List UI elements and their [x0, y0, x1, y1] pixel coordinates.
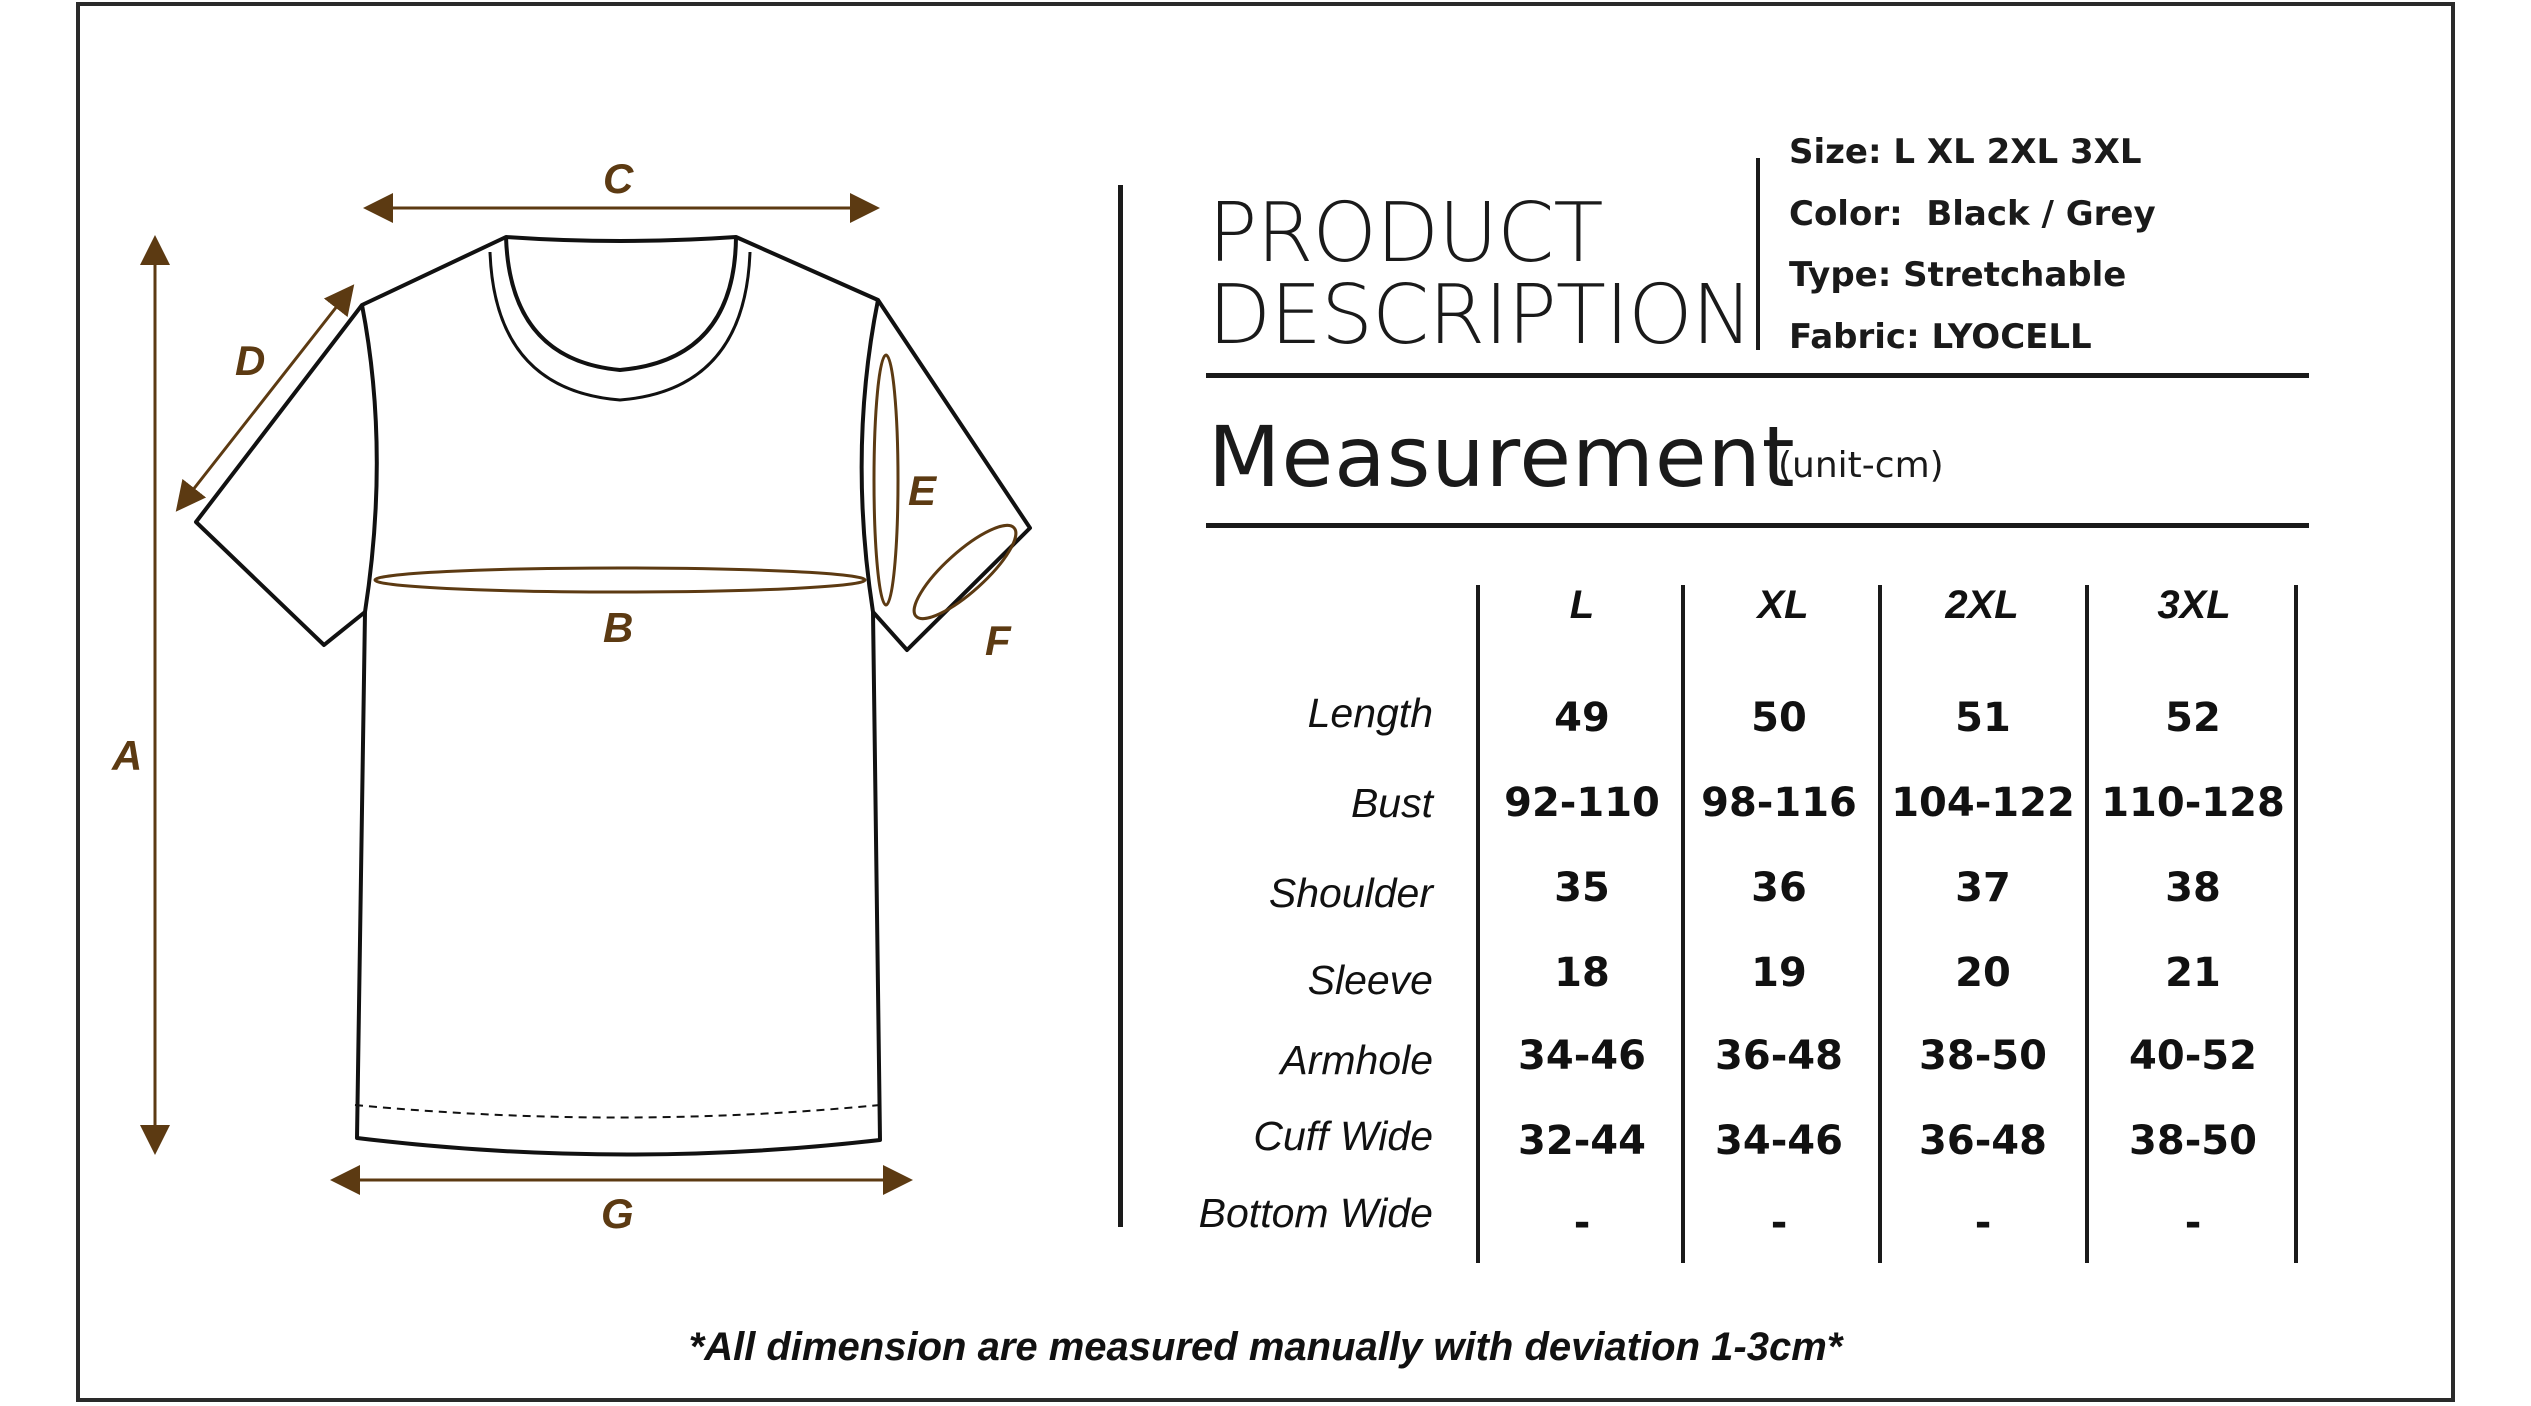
table-cell: 37 — [1955, 865, 2011, 911]
row-label-cuff-wide: Cuff Wide — [1253, 1113, 1433, 1159]
column-header-l: L — [1569, 583, 1595, 627]
table-cell: 51 — [1955, 695, 2011, 741]
table-cell: 40-52 — [2129, 1033, 2257, 1079]
row-label-bust: Bust — [1350, 780, 1433, 826]
column-header-3xl: 3XL — [2157, 583, 2231, 627]
measurement-title: Measurement — [1208, 408, 1796, 506]
table-cell: 49 — [1554, 695, 1610, 741]
table-cell: 36 — [1751, 865, 1807, 911]
spec-type: Type: Stretchable — [1789, 255, 2127, 295]
dimension-label-c: C — [603, 155, 634, 202]
tshirt-diagram — [0, 0, 1100, 1300]
row-label-sleeve: Sleeve — [1307, 957, 1433, 1003]
table-cell: 98-116 — [1701, 780, 1857, 826]
title-line-1: PRODUCT — [1208, 186, 1603, 281]
tshirt-outline — [196, 237, 1030, 1155]
table-col-divider — [2085, 585, 2089, 1263]
table-cell: 38-50 — [1919, 1033, 2047, 1079]
row-label-length: Length — [1307, 690, 1433, 736]
row-label-bottom-wide: Bottom Wide — [1198, 1190, 1433, 1236]
title-line-2: DESCRIPTION — [1208, 268, 1753, 363]
table-cell: 104-122 — [1891, 780, 2075, 826]
table-col-divider — [1476, 585, 1480, 1263]
table-cell: 38 — [2165, 865, 2221, 911]
table-cell: 38-50 — [2129, 1118, 2257, 1164]
dimension-label-a: A — [112, 732, 143, 779]
table-cell: 35 — [1554, 865, 1610, 911]
table-cell: 34-46 — [1518, 1033, 1646, 1079]
table-col-divider — [1878, 585, 1882, 1263]
dimension-label-d: D — [235, 337, 266, 384]
table-cell: 92-110 — [1504, 780, 1660, 826]
table-cell: - — [1573, 1200, 1591, 1246]
measurement-unit: (unit-cm) — [1778, 445, 1944, 486]
table-cell: 36-48 — [1919, 1118, 2047, 1164]
table-col-divider — [2294, 585, 2298, 1263]
dimension-label-g: G — [601, 1190, 634, 1237]
table-cell: - — [1770, 1200, 1788, 1246]
table-cell: 50 — [1751, 695, 1807, 741]
rule-bottom — [1206, 523, 2309, 528]
title-divider — [1756, 158, 1760, 350]
table-cell: 20 — [1955, 950, 2011, 996]
spec-size: Size: L XL 2XL 3XL — [1789, 132, 2142, 172]
table-cell: 19 — [1751, 950, 1807, 996]
spec-color: Color: Black / Grey — [1789, 194, 2156, 234]
table-cell: 18 — [1554, 950, 1610, 996]
footnote: *All dimension are measured manually with deviation 1-3cm* — [688, 1325, 1843, 1369]
table-cell: 34-46 — [1715, 1118, 1843, 1164]
dimension-label-e: E — [908, 467, 937, 514]
table-cell: 32-44 — [1518, 1118, 1646, 1164]
table-cell: 21 — [2165, 950, 2221, 996]
dimension-label-b: B — [603, 604, 634, 651]
row-label-armhole: Armhole — [1280, 1037, 1433, 1083]
table-cell: 52 — [2165, 695, 2221, 741]
table-cell: - — [1974, 1200, 1992, 1246]
dimension-label-f: F — [985, 617, 1011, 664]
spec-fabric: Fabric: LYOCELL — [1789, 317, 2092, 357]
rule-top — [1206, 373, 2309, 378]
table-cell: 110-128 — [2101, 780, 2285, 826]
row-label-shoulder: Shoulder — [1268, 870, 1433, 916]
section-divider — [1118, 185, 1123, 1227]
table-cell: - — [2184, 1200, 2202, 1246]
column-header-2xl: 2XL — [1945, 583, 2019, 627]
table-cell: 36-48 — [1715, 1033, 1843, 1079]
column-header-xl: XL — [1757, 583, 1809, 627]
